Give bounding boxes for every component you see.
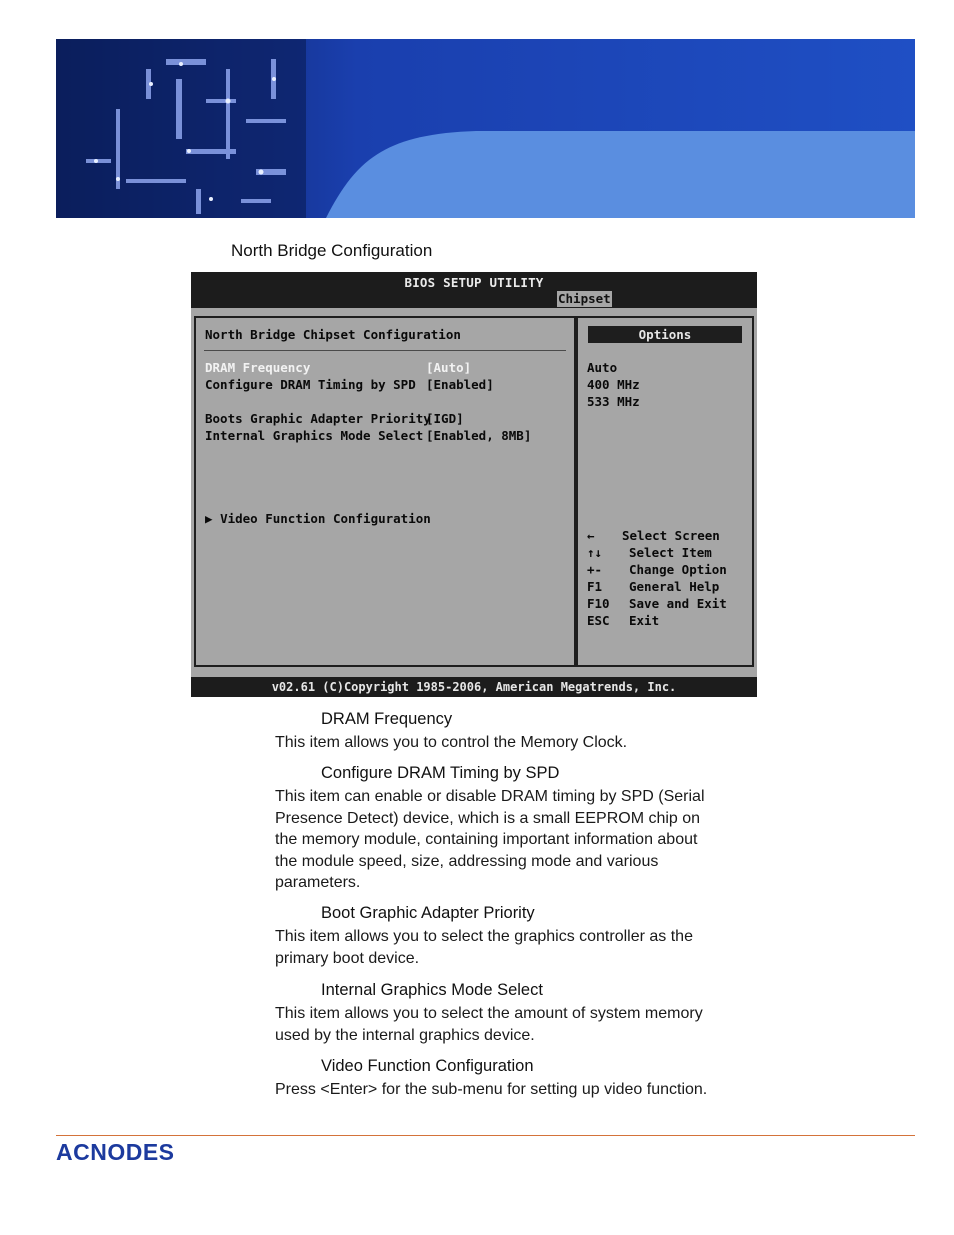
bios-help-panel <box>576 316 754 667</box>
desc-body-boot-graphic-priority <box>275 926 775 969</box>
circuit-board-banner-image <box>56 39 915 218</box>
desc-line: the module speed, size, addressing mode and various <box>275 852 659 870</box>
setting-dram-frequency-value[interactable]: [Auto] <box>426 360 472 375</box>
bios-title-bar <box>191 272 757 308</box>
up-down-arrow-icon: ↑↓ <box>587 545 603 560</box>
desc-line: Press <Enter> for the sub-menu for setting up video function. <box>275 1081 708 1098</box>
key-action: Select Item <box>629 545 712 560</box>
desc-line: This item allows you to select the graphics controller as the <box>275 928 693 945</box>
desc-body-video-function <box>275 1079 775 1101</box>
bios-title: BIOS SETUP UTILITY <box>404 275 544 290</box>
bios-settings-panel <box>194 316 576 667</box>
key-action: Select Screen <box>622 528 720 543</box>
desc-body-dram-timing <box>275 786 775 894</box>
desc-heading-dram-timing: Configure DRAM Timing by SPD <box>321 764 560 782</box>
key-action: Change Option <box>629 562 727 577</box>
key-action: Save and Exit <box>629 596 727 611</box>
setting-graphics-mode-value[interactable]: [Enabled, 8MB] <box>426 428 532 443</box>
desc-line: the memory module, containing important information about <box>275 831 698 848</box>
desc-heading-graphics-mode: Internal Graphics Mode Select <box>321 981 543 999</box>
desc-line: used by the internal graphics device. <box>275 1026 535 1044</box>
key-exit: ESC <box>587 613 610 628</box>
desc-body-dram-frequency <box>275 732 775 754</box>
bios-copyright-footer: v02.61 (C)Copyright 1985-2006, American Megatrends, Inc. <box>191 677 757 697</box>
panel-heading: North Bridge Chipset Configuration <box>205 327 461 342</box>
desc-line: Presence Detect) device, which is a small EEPROM chip on <box>275 809 701 827</box>
key-general-help: F1 <box>587 579 603 594</box>
desc-line: This item allows you to control the Memory Clock. <box>275 734 628 751</box>
acnodes-logo <box>56 1139 216 1170</box>
key-change-option: +- <box>587 562 603 577</box>
acnodes-logo-image <box>56 1139 216 1165</box>
key-action: Exit <box>629 613 660 628</box>
footer-divider <box>56 1135 915 1136</box>
desc-heading-video-function: Video Function Configuration <box>321 1057 534 1075</box>
section-title: North Bridge Configuration <box>231 241 433 260</box>
bios-setup-screenshot <box>191 272 757 697</box>
desc-line: primary boot device. <box>275 949 420 967</box>
key-select-screen <box>587 528 595 543</box>
setting-graphics-mode-label[interactable]: Internal Graphics Mode Select <box>205 428 424 443</box>
setting-graphic-priority-value[interactable]: [IGD] <box>426 411 464 426</box>
panel-divider <box>204 350 566 351</box>
header-banner <box>56 39 915 218</box>
desc-line: parameters. <box>275 874 361 891</box>
setting-dram-timing-label[interactable]: Configure DRAM Timing by SPD <box>205 377 416 392</box>
submenu-arrow-icon: ▶ <box>205 511 213 526</box>
desc-line: This item can enable or disable DRAM timing by SPD (Serial <box>275 788 705 805</box>
logo-text: ACNODES <box>56 1139 175 1165</box>
submenu-video-function[interactable] <box>205 511 431 526</box>
desc-line: This item allows you to select the amount of system memory <box>275 1005 703 1022</box>
setting-dram-frequency-label[interactable]: DRAM Frequency <box>205 360 311 375</box>
key-select-item <box>587 545 602 560</box>
setting-graphic-priority-label[interactable]: Boots Graphic Adapter Priority <box>205 411 431 426</box>
left-arrow-icon: ← <box>587 528 595 543</box>
key-action: General Help <box>629 579 720 594</box>
setting-dram-timing-value[interactable]: [Enabled] <box>426 377 494 392</box>
desc-heading-dram-frequency: DRAM Frequency <box>321 710 453 728</box>
option-item[interactable]: 533 MHz <box>587 394 640 409</box>
options-title: Options <box>588 326 742 343</box>
option-item[interactable]: 400 MHz <box>587 377 640 392</box>
submenu-label: Video Function Configuration <box>220 511 431 526</box>
key-save-exit: F10 <box>587 596 610 611</box>
option-item[interactable]: Auto <box>587 360 618 375</box>
desc-heading-boot-graphic-priority: Boot Graphic Adapter Priority <box>321 904 535 922</box>
desc-body-graphics-mode <box>275 1003 775 1046</box>
tab-chipset[interactable]: Chipset <box>558 291 611 306</box>
